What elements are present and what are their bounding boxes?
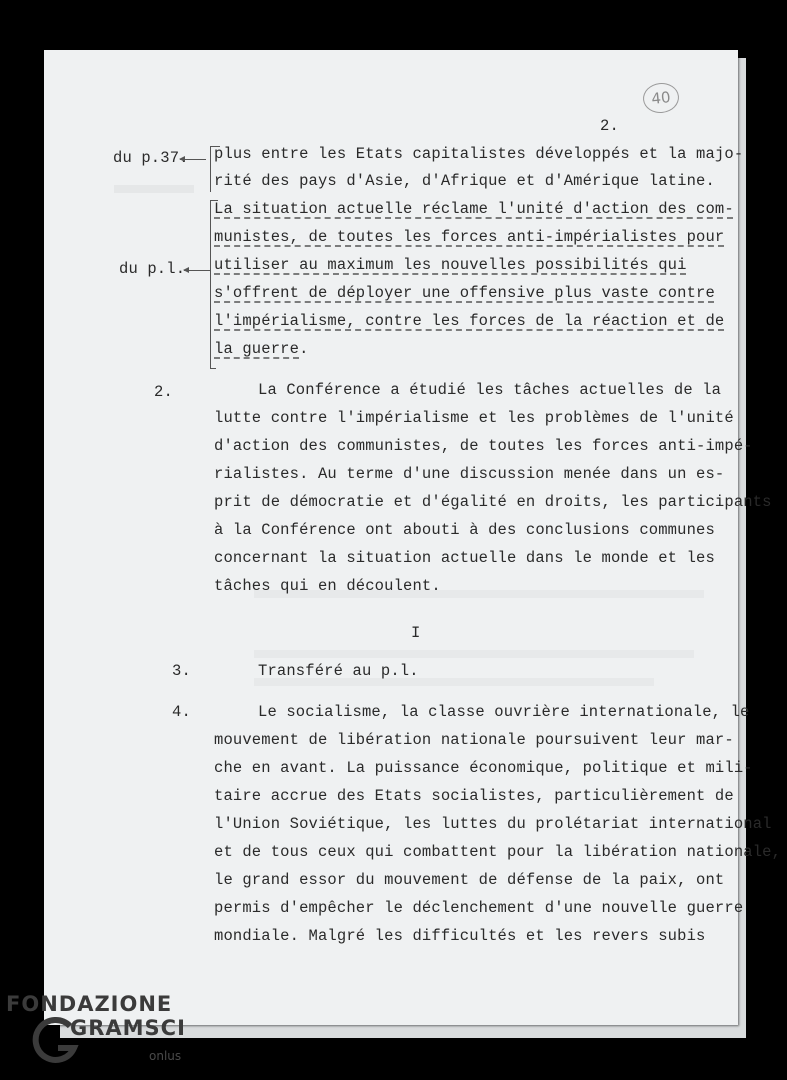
text-line: tâches qui en découlent. xyxy=(214,577,441,595)
margin-note-2: du p.l. xyxy=(119,260,186,278)
margin-note-1: du p.37. xyxy=(113,149,189,167)
logo-text-1: FONDAZIONE xyxy=(6,992,173,1016)
text-line: lutte contre l'impérialisme et les problèmes de l'unité xyxy=(214,409,734,427)
archive-page-number: 40 xyxy=(642,81,681,115)
text-line: plus entre les Etats capitalistes développés et la majo- xyxy=(214,145,744,163)
text-line: mouvement de libération nationale poursuivent leur mar- xyxy=(214,731,734,749)
text-line: La Conférence a étudié les tâches actuelles de la xyxy=(258,381,722,399)
text-line: rialistes. Au terme d'une discussion menée dans un es- xyxy=(214,465,725,483)
text-line: concernant la situation actuelle dans le monde et les xyxy=(214,549,715,567)
text-line-underlined: l'impérialisme, contre les forces de la réaction et de xyxy=(214,312,725,330)
text-line-underlined: La situation actuelle réclame l'unité d'action des com- xyxy=(214,200,734,218)
text-line: à la Conférence ont abouti à des conclusions communes xyxy=(214,521,715,539)
text-line: mondiale. Malgré les difficultés et les revers subis xyxy=(214,927,706,945)
arrow-left-icon xyxy=(184,270,210,271)
text-line: d'action des communistes, de toutes les forces anti-impé- xyxy=(214,437,753,455)
text-line-underlined: utiliser au maximum les nouvelles possibilités qui xyxy=(214,256,687,274)
text-line-underlined: la guerre xyxy=(214,340,300,358)
show-through xyxy=(254,650,694,658)
text-line-underlined: munistes, de toutes les forces anti-impérialistes pour xyxy=(214,228,725,246)
text-line: rité des pays d'Asie, d'Afrique et d'Amérique latine. xyxy=(214,172,715,190)
text-line-underlined: s'offrent de déployer une offensive plus vaste contre xyxy=(214,284,715,302)
text-line-end: . xyxy=(299,340,309,358)
section-heading: I xyxy=(411,624,421,642)
document-page xyxy=(44,50,782,1025)
logo-text-3: onlus xyxy=(149,1049,182,1063)
show-through xyxy=(114,185,194,193)
text-line: Le socialisme, la classe ouvrière internationale, le xyxy=(258,703,750,721)
text-line: che en avant. La puissance économique, politique et mili- xyxy=(214,759,753,777)
arrow-left-icon xyxy=(180,159,206,160)
logo-text-2: GRAMSCI xyxy=(70,1016,186,1040)
bracket-bottom xyxy=(210,368,216,369)
text-line: Transféré au p.l. xyxy=(258,662,419,680)
paragraph-number: 4. xyxy=(172,703,191,721)
text-line: prit de démocratie et d'égalité en droits, les participants xyxy=(214,493,772,511)
paragraph-number: 2. xyxy=(154,383,173,401)
text-line: permis d'empêcher le déclenchement d'une nouvelle guerre xyxy=(214,899,744,917)
bracket-2 xyxy=(210,200,211,368)
text-line: et de tous ceux qui combattent pour la libération nationale, xyxy=(214,843,782,861)
text-line: l'Union Soviétique, les luttes du prolétariat international xyxy=(214,815,772,833)
fondazione-gramsci-logo xyxy=(4,992,204,1078)
paragraph-number: 3. xyxy=(172,662,191,680)
page-number: 2. xyxy=(600,117,619,135)
text-line: taire accrue des Etats socialistes, particulièrement de xyxy=(214,787,734,805)
text-line xyxy=(214,342,309,358)
text-line: le grand essor du mouvement de défense de la paix, ont xyxy=(214,871,725,889)
bracket-1 xyxy=(210,146,211,192)
